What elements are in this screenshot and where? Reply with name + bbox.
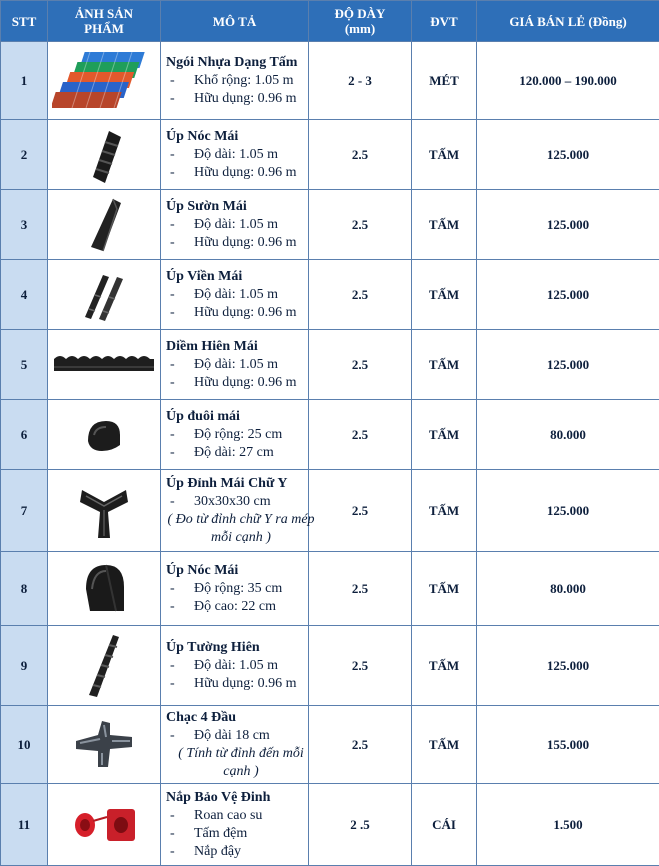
row-thickness: 2.5 bbox=[309, 260, 412, 330]
spec-line: - Hữu dụng: 0.96 m bbox=[166, 164, 304, 182]
table-row bbox=[1, 260, 659, 330]
table-row bbox=[1, 400, 659, 470]
product-title: Nắp Bảo Vệ Đinh bbox=[166, 789, 304, 807]
table-row bbox=[1, 706, 659, 784]
spec-line: - Hữu dụng: 0.96 m bbox=[166, 234, 304, 252]
row-stt: 11 bbox=[1, 784, 48, 866]
spec-line: - Hữu dụng: 0.96 m bbox=[166, 90, 304, 108]
product-description bbox=[161, 120, 309, 190]
row-thickness: 2 .5 bbox=[309, 784, 412, 866]
spec-line: - Độ dài: 1.05 m bbox=[166, 216, 304, 234]
product-image bbox=[48, 626, 161, 706]
product-image bbox=[48, 784, 161, 866]
table-row bbox=[1, 552, 659, 626]
eave-fascia-icon bbox=[48, 353, 160, 377]
product-image bbox=[48, 470, 161, 552]
row-price: 1.500 bbox=[477, 784, 659, 866]
row-thickness: 2.5 bbox=[309, 626, 412, 706]
row-price: 155.000 bbox=[477, 706, 659, 784]
spec-line: - Hữu dụng: 0.96 m bbox=[166, 374, 304, 392]
product-description bbox=[161, 706, 309, 784]
header-stt: STT bbox=[1, 1, 48, 42]
row-unit: TẤM bbox=[412, 706, 477, 784]
row-price: 125.000 bbox=[477, 120, 659, 190]
product-image bbox=[48, 706, 161, 784]
row-stt: 5 bbox=[1, 330, 48, 400]
row-unit: TẤM bbox=[412, 120, 477, 190]
row-stt: 2 bbox=[1, 120, 48, 190]
table-row bbox=[1, 42, 659, 120]
product-description bbox=[161, 626, 309, 706]
four-way-junction-icon bbox=[48, 717, 160, 773]
spec-line: - 30x30x30 cm bbox=[166, 493, 304, 511]
row-price: 80.000 bbox=[477, 552, 659, 626]
row-price: 125.000 bbox=[477, 626, 659, 706]
row-thickness: 2.5 bbox=[309, 330, 412, 400]
spec-line: - Nắp đậy bbox=[166, 843, 304, 861]
spec-line: - Độ dài 18 cm bbox=[166, 727, 304, 745]
row-stt: 8 bbox=[1, 552, 48, 626]
product-title: Úp Viền Mái bbox=[166, 268, 304, 286]
product-image bbox=[48, 330, 161, 400]
row-price: 125.000 bbox=[477, 470, 659, 552]
product-description bbox=[161, 260, 309, 330]
row-stt: 7 bbox=[1, 470, 48, 552]
table-row bbox=[1, 120, 659, 190]
ridge-end-icon bbox=[48, 559, 160, 619]
roof-tile-sheets-icon bbox=[48, 48, 160, 114]
row-thickness: 2.5 bbox=[309, 470, 412, 552]
product-image bbox=[48, 120, 161, 190]
table-row bbox=[1, 626, 659, 706]
spec-line: - Độ rộng: 35 cm bbox=[166, 580, 304, 598]
row-price: 125.000 bbox=[477, 190, 659, 260]
row-unit: MÉT bbox=[412, 42, 477, 120]
spec-line: - Độ dài: 1.05 m bbox=[166, 286, 304, 304]
product-description bbox=[161, 552, 309, 626]
spec-line: - Độ dài: 27 cm bbox=[166, 444, 304, 462]
spec-line: - Độ dài: 1.05 m bbox=[166, 146, 304, 164]
product-image bbox=[48, 552, 161, 626]
product-title: Úp đuôi mái bbox=[166, 408, 304, 426]
product-image bbox=[48, 400, 161, 470]
product-title: Úp Nóc Mái bbox=[166, 562, 304, 580]
row-unit: TẤM bbox=[412, 400, 477, 470]
edge-trim-icon bbox=[48, 267, 160, 323]
spec-line: - Độ dài: 1.05 m bbox=[166, 657, 304, 675]
header-desc: MÔ TẢ bbox=[161, 1, 309, 42]
header-image: ẢNH SẢN PHẨM bbox=[48, 1, 161, 42]
product-image bbox=[48, 42, 161, 120]
product-title: Úp Sườn Mái bbox=[166, 198, 304, 216]
row-thickness: 2.5 bbox=[309, 190, 412, 260]
row-price: 80.000 bbox=[477, 400, 659, 470]
wall-flashing-icon bbox=[48, 631, 160, 701]
row-unit: TẤM bbox=[412, 552, 477, 626]
row-price: 125.000 bbox=[477, 330, 659, 400]
product-description bbox=[161, 400, 309, 470]
hip-cap-icon bbox=[48, 195, 160, 255]
row-unit: TẤM bbox=[412, 190, 477, 260]
product-image bbox=[48, 190, 161, 260]
row-stt: 10 bbox=[1, 706, 48, 784]
product-title: Chạc 4 Đầu bbox=[166, 709, 304, 727]
row-unit: TẤM bbox=[412, 470, 477, 552]
row-price: 125.000 bbox=[477, 260, 659, 330]
nail-cap-icon bbox=[48, 803, 160, 847]
product-description bbox=[161, 470, 309, 552]
row-thickness: 2.5 bbox=[309, 552, 412, 626]
row-thickness: 2.5 bbox=[309, 400, 412, 470]
header-thickness: ĐỘ DÀY (mm) bbox=[309, 1, 412, 42]
row-unit: CÁI bbox=[412, 784, 477, 866]
ridge-cap-icon bbox=[48, 125, 160, 185]
row-unit: TẤM bbox=[412, 260, 477, 330]
table-row bbox=[1, 330, 659, 400]
spec-line: - Độ cao: 22 cm bbox=[166, 598, 304, 616]
spec-line: - Roan cao su bbox=[166, 807, 304, 825]
row-thickness: 2.5 bbox=[309, 706, 412, 784]
product-title: Ngói Nhựa Dạng Tấm bbox=[166, 54, 304, 72]
spec-line: - Hữu dụng: 0.96 m bbox=[166, 304, 304, 322]
row-thickness: 2 - 3 bbox=[309, 42, 412, 120]
product-description bbox=[161, 784, 309, 866]
spec-line: - Độ dài: 1.05 m bbox=[166, 356, 304, 374]
product-image bbox=[48, 260, 161, 330]
header-price: GIÁ BÁN LẺ (Đồng) bbox=[477, 1, 659, 42]
product-title: Diềm Hiên Mái bbox=[166, 338, 304, 356]
row-stt: 4 bbox=[1, 260, 48, 330]
spec-line: - Hữu dụng: 0.96 m bbox=[166, 675, 304, 693]
row-stt: 3 bbox=[1, 190, 48, 260]
product-description bbox=[161, 330, 309, 400]
row-stt: 9 bbox=[1, 626, 48, 706]
row-unit: TẤM bbox=[412, 330, 477, 400]
table-row bbox=[1, 470, 659, 552]
spec-note: ( Đo từ đỉnh chữ Y ra mép mỗi cạnh ) bbox=[166, 511, 316, 547]
end-cap-icon bbox=[48, 415, 160, 455]
spec-note: ( Tính từ đỉnh đến mỗi cạnh ) bbox=[166, 745, 316, 781]
product-title: Úp Đỉnh Mái Chữ Y bbox=[166, 475, 304, 493]
product-title: Úp Nóc Mái bbox=[166, 128, 304, 146]
row-unit: TẤM bbox=[412, 626, 477, 706]
product-title: Úp Tường Hiên bbox=[166, 639, 304, 657]
header-unit: ĐVT bbox=[412, 1, 477, 42]
row-thickness: 2.5 bbox=[309, 120, 412, 190]
row-stt: 6 bbox=[1, 400, 48, 470]
row-stt: 1 bbox=[1, 42, 48, 120]
product-description bbox=[161, 190, 309, 260]
spec-line: - Tấm đệm bbox=[166, 825, 304, 843]
header-row bbox=[1, 1, 659, 42]
table-row bbox=[1, 190, 659, 260]
product-description bbox=[161, 42, 309, 120]
table-row bbox=[1, 784, 659, 866]
spec-line: - Độ rộng: 25 cm bbox=[166, 426, 304, 444]
spec-line: - Khổ rộng: 1.05 m bbox=[166, 72, 304, 90]
y-junction-icon bbox=[48, 480, 160, 542]
row-price: 120.000 – 190.000 bbox=[477, 42, 659, 120]
